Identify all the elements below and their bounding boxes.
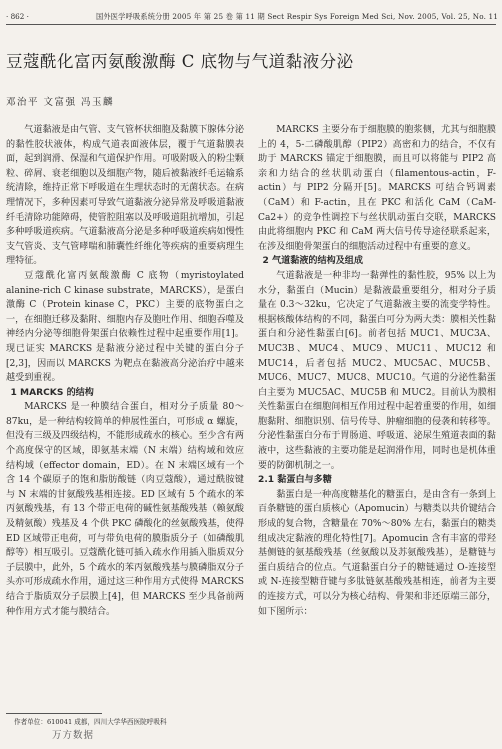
paragraph: 黏蛋白是一种高度糖基化的糖蛋白，是由含有一条到上百条糖链的蛋白质核心（Apomucin）与糖类以共价键结合形成的复合物，含糖量在 70%～80% 左右，黏蛋白的糖类组成决定黏液的理化特性[7]。Apomucin 含有丰富的带羟基侧链的氨基酸残基（丝氨酸以及苏氨酸残基），是糖链与蛋白质结合的位点。气道黏蛋白分子的糖链通过 O-连接型或 N-连接型糖苷键与多肽链氨基酸残基相连，前者为主要的连接方式，可以分为核心结构、骨架和非还原端三部分，如下图所示： bbox=[258, 489, 496, 617]
author-affiliation-footnote: 作者单位：610041 成都，四川大学华西医院呼吸科 bbox=[14, 718, 167, 726]
wanfang-watermark: 万方数据 bbox=[52, 730, 95, 741]
section-heading: 2.1 黏蛋白与多糖 bbox=[258, 475, 332, 486]
header-rule bbox=[6, 24, 496, 25]
journal-citation: 国外医学呼吸系统分册 2005 年 第 25 卷 第 11 期 Sect Respir Sys Foreign Med Sci, Nov. 2005, Vol. 25, No. 11 bbox=[96, 12, 499, 21]
paragraph: MARCKS 主要分布于细胞膜的胞浆侧，尤其与细胞膜上的 4，5-二磷酸肌醇（PIP2）高密和力的结合，不仅有助于 MARCKS 锚定于细胞膜，而且可以将能与 PIP2 高亲和力结合的丝状肌动蛋白（filamentous-actin，F-actin）与 PIP2 分隔开[5]。MARCKS 可结合钙调素（CaM）和 F-actin，且在 PKC 和活化 CaM（CaM-Ca2+）的竞争性调控下与丝状肌动蛋白交联，MARCKS 由此将细胞内 PKC 和 CaM 两大信号传导途径联系起来，在涉及细胞骨架蛋白的细胞活动过程中有重要的意义。 bbox=[258, 125, 496, 252]
left-column bbox=[6, 123, 244, 619]
section-heading: 2 气道黏液的结构及组成 bbox=[262, 256, 363, 267]
article-authors: 邓治平 文富强 冯玉麟 bbox=[6, 97, 115, 108]
right-column bbox=[258, 123, 496, 619]
paragraph: 气道黏液是一种非均一黏弹性的黏性胶，95% 以上为水分，黏蛋白（Mucin）是黏液最重要组分，相对分子质量在 0.3～32ku，它决定了气道黏液主要的流变学特性。根据核酸体结构的不同，黏蛋白可分为两大类：膜相关性黏蛋白和分泌性黏蛋白[6]。前者包括 MUC1、MUC3A、MUC3B、MUC4、MUC9、MUC11、MUC12 和 MUC14，后者包括 MUC2、MUC5AC、MUC5B、MUC6、MUC7、MUC8、MUC10。气道的分泌性黏蛋白主要为 MUC5AC、MUC5B 和 MUC2。目前认为膜相关性黏蛋白在细胞间相互作用过程中起着重要的作用，如细胞黏附、细胞识别、信号传导、肿瘤细胞的侵袭和转移等。分泌性黏蛋白分布于胃肠道、呼吸道、泌尿生殖道表面的黏液中，这些黏液的主要功能是起润滑作用，同时也是机体重要的防御机制之一。 bbox=[258, 270, 496, 471]
paragraph: 豆蔻酰化富丙氨酸激酶 C 底物（myristoylated alanine-rich C kinase substrate，MARCKS），是蛋白激酶 C（Protein kinase C，PKC）主要的底物蛋白之一，在细胞迁移及黏附、细胞内存及胞吐作用、细胞吞噬及神经内分泌等细胞骨架蛋白依赖性过程中起重要作用[1]。现已证实 MARCKS 是黏液分泌过程中关键的蛋白分子[2,3]，因而以 MARCKS 为靶点在黏液高分泌治疗中越来越受到重视。 bbox=[6, 270, 244, 384]
section-heading: 1 MARCKS 的结构 bbox=[10, 387, 94, 398]
paragraph: MARCKS 是一种膜结合蛋白，相对分子质量 80～87ku，是一种结构较简单的伸展性蛋白，可形成 α 螺旋，但没有三级及四级结构，不能形成疏水的核心。至少含有两个高度保守的区域，即氨基末端（N 末端）结构域和效应结构域（effector domain，ED）。在 N 末端区域有一个含 14 个碳原子的饱和脂肪酸链（肉豆蔻酸），通过酰胺键与 N 末端的甘氨酸残基相连接。ED 区域有 5 个疏水的苯丙氨酸残基，有 13 个带正电荷的碱性氨基酸残基（赖氨酸及精氨酸）残基及 4 个供 PKC 磷酸化的丝氨酸残基，使得 ED 区域带正电荷，可与带负电荷的膜脂质分子（如磷酸肌醇等）相互吸引。豆蔻酰化链可插入疏水作用插入脂质双分子层膜中，此外，5 个疏水的苯丙氨酸残基与膜磷脂双分子头亦可形成疏水作用，通过这三种作用方式使得 MARCKS 结合于脂质双分子层膜上[4]，但 MARCKS 至少具备前两种作用方式才能与膜结合。 bbox=[6, 402, 244, 617]
page-number: · 862 · bbox=[6, 12, 29, 21]
paragraph: 气道黏液是由气管、支气管杯状细胞及黏膜下腺体分泌的黏性胶状液体，构成气道表面液体层，覆于气道黏膜表面，起到润滑、保湿和气道保护作用。可吸附吸入的粉尘颗粒、碎屑、衰老细胞以及细胞产物，随后被黏液纤毛运输系统清除，维持正常下呼吸道在生理状态时的无菌状态。在病理情况下，多种因素可导致气道黏液分泌异常及呼吸道黏液纤毛清除功能障碍，使管腔阻塞以及呼吸道阻抗增加，引起多种呼吸道疾病。气道黏液高分泌是多种呼吸道疾病如慢性支气管炎、支气管哮喘和肺囊性纤维化等疾病的重要病理生理特征。 bbox=[6, 125, 244, 267]
article-title: 豆蔻酰化富丙氨酸激酶 C 底物与气道黏液分泌 bbox=[6, 52, 354, 71]
footnote-rule bbox=[6, 713, 102, 714]
